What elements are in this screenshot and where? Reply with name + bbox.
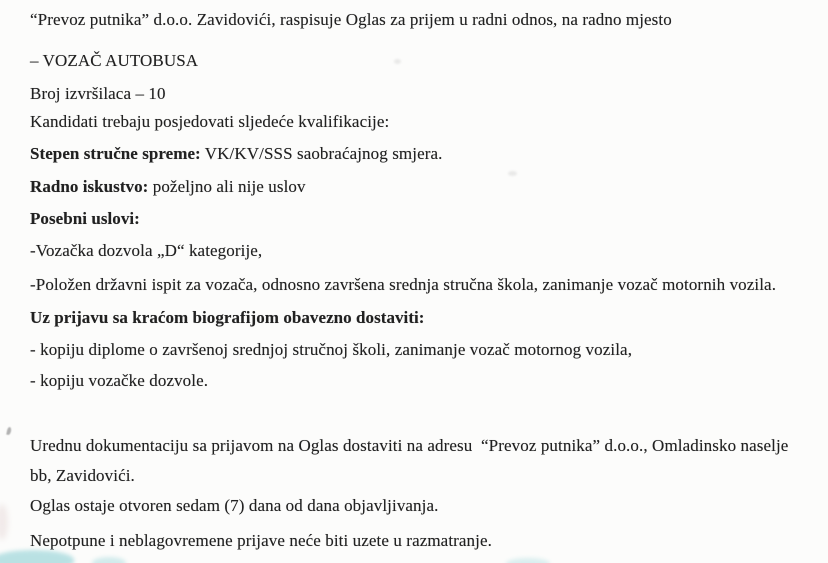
text-line (30, 339, 632, 360)
text-segment: - kopiju diplome o završenoj srednjoj stručnoj školi, zanimanje vozač motornog vozila, (30, 340, 633, 359)
text-line (30, 83, 166, 104)
text-segment: -Položen državni ispit za vozača, odnosno završena srednja stručna škola, zanimanje vozač motornih vozila. (30, 275, 777, 294)
text-line (30, 9, 672, 30)
text-line (30, 530, 492, 551)
text-line (30, 274, 776, 295)
text-line (30, 143, 442, 164)
text-line (30, 50, 198, 71)
text-segment: -Vozačka dozvola „D“ kategorije, (30, 241, 263, 260)
text-line (30, 307, 425, 328)
text-line (30, 495, 438, 516)
text-segment: – VOZAČ AUTOBUSA (30, 51, 199, 70)
text-segment: “Prevoz putnika” d.o.o. Zavidovići, raspisuje Oglas za prijem u radni odnos, na radno mjesto (30, 10, 672, 29)
text-segment-bold: Uz prijavu sa kraćom biografijom obavezno dostaviti: (30, 308, 425, 327)
text-line (30, 208, 140, 229)
scan-speck (508, 171, 517, 176)
text-line (30, 465, 135, 486)
text-line (30, 176, 306, 197)
text-segment-bold: Posebni uslovi: (30, 209, 140, 228)
text-segment: poželjno ali nije uslov (148, 177, 306, 196)
text-segment: - kopiju vozačke dozvole. (30, 371, 209, 390)
text-segment-bold: Stepen stručne spreme: (30, 144, 201, 163)
text-segment: Kandidati trebaju posjedovati sljedeće kvalifikacije: (30, 112, 390, 131)
text-segment-bold: Radno iskustvo: (30, 177, 149, 196)
text-line (30, 370, 208, 391)
text-segment: VK/KV/SSS saobraćajnog smjera. (200, 144, 443, 163)
text-segment: Oglas ostaje otvoren sedam (7) dana od dana objavljivanja. (30, 496, 439, 515)
text-segment: bb, Zavidovići. (30, 466, 135, 485)
text-segment: Urednu dokumentaciju sa prijavom na Oglas dostaviti na adresu “Prevoz putnika” d.o.o., Omladinsko naselje (30, 436, 789, 455)
text-line (30, 240, 262, 261)
text-segment: Nepotpune i neblagovremene prijave neće biti uzete u razmatranje. (30, 531, 492, 550)
text-line (30, 435, 788, 456)
scan-speck (394, 59, 401, 64)
text-line (30, 111, 389, 132)
text-segment: Broj izvršilaca – 10 (30, 84, 166, 103)
